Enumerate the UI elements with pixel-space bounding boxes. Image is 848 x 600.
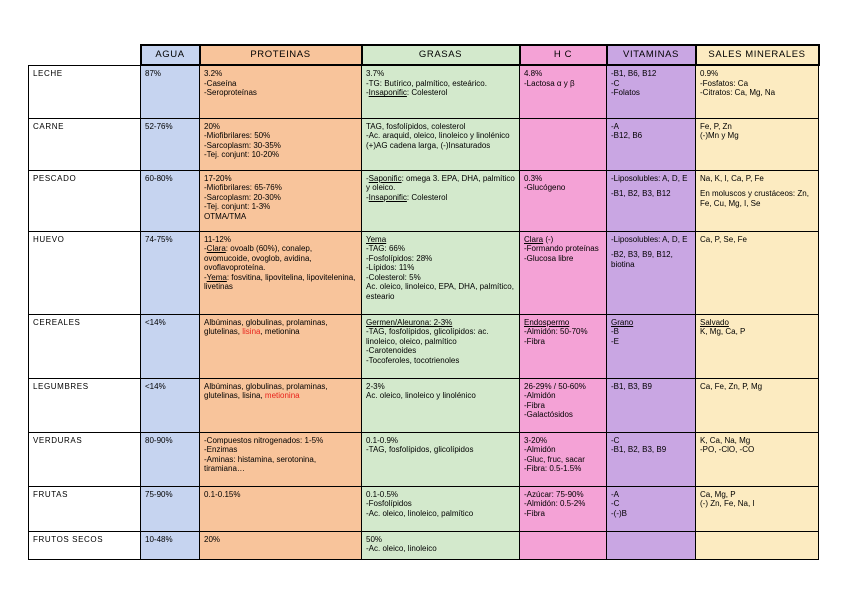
vitaminas-cell: -A -B12, B6: [607, 118, 696, 170]
food-name: CARNE: [29, 118, 141, 170]
hc-cell: 3-20% -Almidón -Gluc, fruc, sacar -Fibra: 0.5-1.5%: [520, 432, 607, 486]
vitaminas-cell: -Liposolubles: A, D, E -B2, B3, B9, B12, biotina: [607, 231, 696, 314]
vitaminas-cell: -C -B1, B2, B3, B9: [607, 432, 696, 486]
proteinas-cell: Albúminas, globulinas, prolaminas, glutelinas, lisina, metionina: [200, 378, 362, 432]
header-row: [29, 45, 819, 65]
vitaminas-cell: -A -C -(-)B: [607, 486, 696, 531]
table-row: [29, 314, 819, 378]
header-proteinas: PROTEINAS: [200, 45, 362, 65]
food-name: CEREALES: [29, 314, 141, 378]
hc-cell: [520, 118, 607, 170]
table-row: [29, 531, 819, 559]
proteinas-cell: 0.1-0.15%: [200, 486, 362, 531]
highlight-metionina: metionina: [264, 391, 300, 401]
agua-cell: 60-80%: [141, 170, 200, 231]
agua-cell: 10-48%: [141, 531, 200, 559]
table-row: [29, 170, 819, 231]
vitaminas-cell: [607, 531, 696, 559]
vitaminas-cell: -B1, B3, B9: [607, 378, 696, 432]
sales-cell: 0.9% -Fosfatos: Ca -Citratos: Ca, Mg, Na: [696, 65, 819, 118]
grasas-cell: Germen/Aleurona: 2-3% -TAG, fosfolípidos, glicolípidos: ac. linoleico, oleico, palmítico -Carotenoides -Tocoferoles, tocotrienoles: [362, 314, 520, 378]
table-row: [29, 486, 819, 531]
sales-cell: Ca, P, Se, Fe: [696, 231, 819, 314]
hc-cell: Clara (-) -Formando proteínas -Glucosa libre: [520, 231, 607, 314]
agua-cell: <14%: [141, 314, 200, 378]
header-sales: SALES MINERALES: [696, 45, 819, 65]
table-row: [29, 378, 819, 432]
proteinas-cell: Albúminas, globulinas, prolaminas, glutelinas, lisina, metionina: [200, 314, 362, 378]
header-agua: AGUA: [141, 45, 200, 65]
hc-cell: 0.3% -Glucógeno: [520, 170, 607, 231]
grasas-cell: 50% -Ac. oleico, linoleico: [362, 531, 520, 559]
hc-cell: 26-29% / 50-60% -Almidón -Fibra -Galactósidos: [520, 378, 607, 432]
grasas-cell: 2-3% Ac. oleico, linoleico y linolénico: [362, 378, 520, 432]
sales-cell: Salvado K, Mg, Ca, P: [696, 314, 819, 378]
grasas-cell: TAG, fosfolípidos, colesterol -Ac. araquid, oleico, linoleico y linolénico (+)AG cadena larga, (-)Insaturados: [362, 118, 520, 170]
grasas-cell: 0.1-0.9% -TAG, fosfolípidos, glicolípidos: [362, 432, 520, 486]
grasas-cell: Yema -TAG: 66% -Fosfolípidos: 28% -Lípidos: 11% -Colesterol: 5% Ac. oleico, linoleico, EPA, DHA, palmítico, esteario: [362, 231, 520, 314]
food-name: FRUTAS: [29, 486, 141, 531]
header-hc: H C: [520, 45, 607, 65]
sales-cell: Na, K, I, Ca, P, Fe En moluscos y crustáceos: Zn, Fe, Cu, Mg, I, Se: [696, 170, 819, 231]
sales-cell: [696, 531, 819, 559]
grasas-cell: 0.1-0.5% -Fosfolípidos -Ac. oleico, linoleico, palmítico: [362, 486, 520, 531]
table-row: [29, 118, 819, 170]
food-name: PESCADO: [29, 170, 141, 231]
proteinas-cell: 20% -Miofibrilares: 50% -Sarcoplasm: 30-35% -Tej. conjunt: 10-20%: [200, 118, 362, 170]
hc-cell: 4.8% -Lactosa α y β: [520, 65, 607, 118]
proteinas-cell: 20%: [200, 531, 362, 559]
header-grasas: GRASAS: [362, 45, 520, 65]
agua-cell: 80-90%: [141, 432, 200, 486]
grasas-cell: 3.7% -TG: Butírico, palmítico, esteárico. -Insaponific: Colesterol: [362, 65, 520, 118]
sales-cell: Ca, Fe, Zn, P, Mg: [696, 378, 819, 432]
vitaminas-cell: Grano -B -E: [607, 314, 696, 378]
agua-cell: 74-75%: [141, 231, 200, 314]
table-row: [29, 231, 819, 314]
proteinas-cell: 17-20% -Miofibrilares: 65-76% -Sarcoplasm: 20-30% -Tej. conjunt: 1-3% OTMA/TMA: [200, 170, 362, 231]
sales-cell: Ca, Mg, P (-) Zn, Fe, Na, I: [696, 486, 819, 531]
table-row: [29, 432, 819, 486]
food-name: HUEVO: [29, 231, 141, 314]
food-name: FRUTOS SECOS: [29, 531, 141, 559]
proteinas-cell: 3.2% -Caseína -Seroproteínas: [200, 65, 362, 118]
hc-cell: Endospermo -Almidón: 50-70% -Fibra: [520, 314, 607, 378]
hc-cell: -Azúcar: 75-90% -Almidón: 0.5-2% -Fibra: [520, 486, 607, 531]
vitaminas-cell: -Liposolubles: A, D, E -B1, B2, B3, B12: [607, 170, 696, 231]
agua-cell: 87%: [141, 65, 200, 118]
agua-cell: <14%: [141, 378, 200, 432]
grasas-cell: -Saponific: omega 3. EPA, DHA, palmítico y oleico. -Insaponific: Colesterol: [362, 170, 520, 231]
sales-cell: Fe, P, Zn (-)Mn y Mg: [696, 118, 819, 170]
table-row: [29, 65, 819, 118]
agua-cell: 52-76%: [141, 118, 200, 170]
highlight-lisina: lisina: [242, 327, 261, 337]
corner-cell: [29, 45, 141, 65]
proteinas-cell: -Compuestos nitrogenados: 1-5% -Enzimas -Aminas: histamina, serotonina, tiramiana…: [200, 432, 362, 486]
food-name: VERDURAS: [29, 432, 141, 486]
food-name: LECHE: [29, 65, 141, 118]
vitaminas-cell: -B1, B6, B12 -C -Folatos: [607, 65, 696, 118]
nutrient-table: [28, 44, 820, 560]
food-name: LEGUMBRES: [29, 378, 141, 432]
proteinas-cell: 11-12% -Clara: ovoalb (60%), conalep, ovomucoide, ovoglob, avidina, ovoflavoproteína. -Yema: fosvitina, lipovitelina, lipovitelenina, livetinas: [200, 231, 362, 314]
header-vitaminas: VITAMINAS: [607, 45, 696, 65]
agua-cell: 75-90%: [141, 486, 200, 531]
sales-cell: K, Ca, Na, Mg -PO, -ClO, -CO: [696, 432, 819, 486]
hc-cell: [520, 531, 607, 559]
